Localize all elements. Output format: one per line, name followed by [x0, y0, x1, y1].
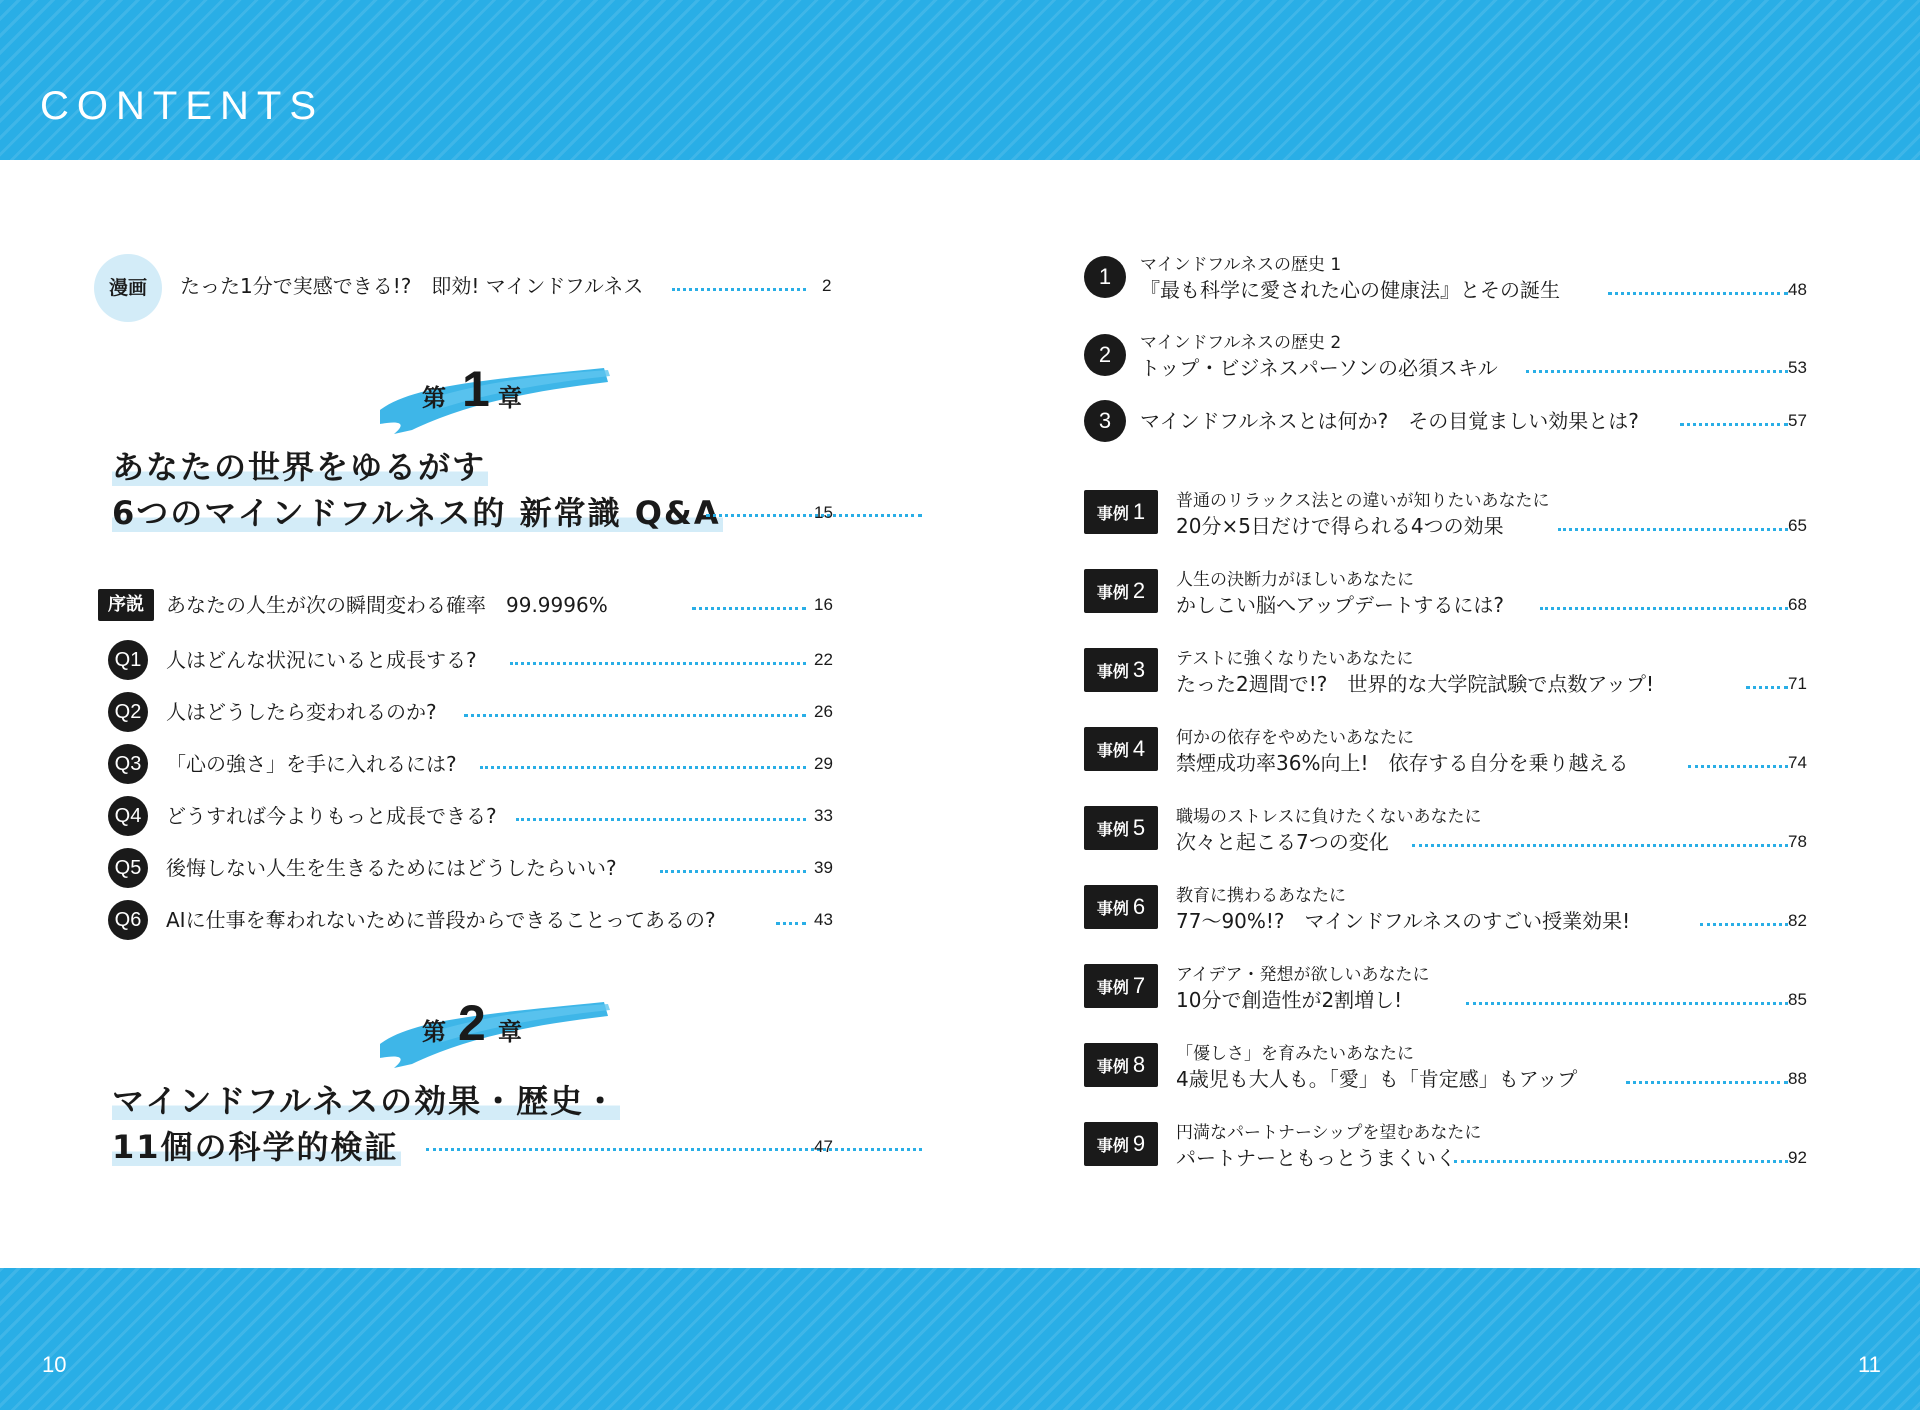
case-badge: 事例 3 — [1084, 648, 1158, 692]
chapter-sho: 章 — [498, 1018, 522, 1046]
entry-page: 39 — [814, 858, 833, 877]
leader-dots — [1626, 1081, 1788, 1084]
brush-stroke-icon — [372, 992, 612, 1072]
toc-entry-q4[interactable] — [166, 798, 832, 834]
case-badge: 事例 4 — [1084, 727, 1158, 771]
entry-title: マインドフルネスとは何か? その目覚ましい効果とは? — [1140, 409, 1639, 433]
case-badge: 事例 1 — [1084, 490, 1158, 534]
chapter-2-mark — [372, 992, 612, 1072]
leader-dots — [510, 662, 806, 665]
leader-dots — [1558, 528, 1788, 531]
entry-page: 16 — [814, 595, 833, 614]
leader-dots — [1540, 607, 1788, 610]
entry-page: 78 — [1788, 832, 1807, 851]
entry-subtitle: 「優しさ」を育みたいあなたに — [1176, 1044, 1414, 1064]
entry-subtitle: 人生の決断力がほしいあなたに — [1176, 570, 1414, 590]
entry-title: あなたの人生が次の瞬間変わる確率 99.9996% — [166, 593, 608, 617]
leader-dots — [464, 714, 806, 717]
leader-dots — [1526, 370, 1788, 373]
leader-dots — [1412, 844, 1788, 847]
entry-page: 47 — [814, 1137, 833, 1156]
toc-entry-chapter-1[interactable] — [112, 490, 832, 536]
entry-subtitle: マインドフルネスの歴史 2 — [1140, 333, 1342, 353]
toc-entry-case-1[interactable] — [1176, 508, 1810, 544]
toc-entry-history-1[interactable] — [1140, 272, 1810, 308]
entry-title: 後悔しない人生を生きるためにはどうしたらいい? — [166, 856, 617, 880]
leader-dots — [672, 288, 806, 291]
entry-page: 68 — [1788, 595, 1807, 614]
leader-dots — [660, 870, 806, 873]
entry-page: 82 — [1788, 911, 1807, 930]
chapter-number: 1 — [462, 361, 490, 417]
q-badge: Q6 — [108, 900, 148, 940]
chapter-2-title-line1: マインドフルネスの効果・歴史・ — [112, 1082, 619, 1120]
entry-title: 禁煙成功率36%向上! 依存する自分を乗り越える — [1176, 751, 1629, 775]
entry-subtitle: 円満なパートナーシップを望むあなたに — [1176, 1123, 1482, 1143]
chapter-1-mark — [372, 358, 612, 438]
entry-title: 77〜90%!? マインドフルネスのすごい授業効果! — [1176, 909, 1631, 933]
entry-page: 43 — [814, 910, 833, 929]
toc-entry-q3[interactable] — [166, 746, 832, 782]
toc-entry-q6[interactable] — [166, 902, 832, 938]
leader-dots — [776, 922, 806, 925]
entry-title: トップ・ビジネスパーソンの必須スキル — [1140, 356, 1498, 380]
contents-heading: CONTENTS — [40, 84, 324, 128]
entry-page: 22 — [814, 650, 833, 669]
leader-dots — [692, 607, 806, 610]
toc-entry-case-8[interactable] — [1176, 1061, 1810, 1097]
entry-title: パートナーともっとうまくいく — [1176, 1146, 1456, 1170]
brush-stroke-icon — [372, 358, 612, 438]
toc-entry-case-4[interactable] — [1176, 745, 1810, 781]
chapter-1-title-line2: 6つのマインドフルネス的 新常識 Q&A — [112, 494, 721, 532]
leader-dots — [480, 766, 806, 769]
leader-dots — [1680, 423, 1788, 426]
entry-subtitle: 職場のストレスに負けたくないあなたに — [1176, 807, 1482, 827]
entry-page: 15 — [814, 503, 833, 522]
history-number-badge: 2 — [1084, 334, 1126, 376]
entry-title: 10分で創造性が2割増し! — [1176, 988, 1403, 1012]
entry-title: 『最も科学に愛された心の健康法』とその誕生 — [1140, 278, 1560, 302]
case-badge: 事例 2 — [1084, 569, 1158, 613]
toc-entry-case-6[interactable] — [1176, 903, 1810, 939]
toc-entry-history-3[interactable] — [1140, 403, 1810, 439]
entry-title: 「心の強さ」を手に入れるには? — [166, 752, 457, 776]
entry-title: かしこい脳へアップデートするには? — [1176, 593, 1505, 617]
entry-page: 88 — [1788, 1069, 1807, 1088]
entry-title: 人はどんな状況にいると成長する? — [166, 648, 477, 672]
case-badge: 事例 6 — [1084, 885, 1158, 929]
entry-subtitle: 教育に携わるあなたに — [1176, 886, 1346, 906]
leader-dots — [1454, 1160, 1788, 1163]
entry-title: AIに仕事を奪われないために普段からできることってあるの? — [166, 908, 716, 932]
chapter-dai: 第 — [422, 1018, 446, 1046]
entry-title: どうすれば今よりもっと成長できる? — [166, 804, 497, 828]
leader-dots — [426, 1148, 922, 1151]
case-badge: 事例 8 — [1084, 1043, 1158, 1087]
history-number-badge: 3 — [1084, 400, 1126, 442]
entry-title: 4歳児も大人も。「愛」も「肯定感」もアップ — [1176, 1067, 1578, 1091]
left-page-number: 10 — [42, 1352, 67, 1377]
leader-dots — [1688, 765, 1788, 768]
toc-entry-intro[interactable] — [166, 587, 832, 623]
right-page-number: 11 — [1858, 1352, 1881, 1377]
toc-entry-q2[interactable] — [166, 694, 832, 730]
chapter-number: 2 — [458, 995, 486, 1051]
entry-page: 85 — [1788, 990, 1807, 1009]
q-badge: Q3 — [108, 744, 148, 784]
leader-dots — [1746, 686, 1788, 689]
entry-title: 人はどうしたら変われるのか? — [166, 700, 437, 724]
leader-dots — [1608, 292, 1788, 295]
entry-page: 57 — [1788, 411, 1807, 430]
entry-title: たった2週間で!? 世界的な大学院試験で点数アップ! — [1176, 672, 1654, 696]
manga-badge: 漫画 — [94, 254, 162, 322]
entry-page: 92 — [1788, 1148, 1807, 1167]
entry-page: 74 — [1788, 753, 1807, 772]
toc-entry-case-3[interactable] — [1176, 666, 1810, 702]
q-badge: Q1 — [108, 640, 148, 680]
chapter-dai: 第 — [422, 384, 446, 412]
q-badge: Q5 — [108, 848, 148, 888]
entry-subtitle: マインドフルネスの歴史 1 — [1140, 255, 1342, 275]
entry-page: 71 — [1788, 674, 1807, 693]
history-number-badge: 1 — [1084, 256, 1126, 298]
q-badge: Q4 — [108, 796, 148, 836]
toc-entry-case-5[interactable] — [1176, 824, 1810, 860]
case-badge: 事例 9 — [1084, 1122, 1158, 1166]
toc-entry-case-7[interactable] — [1176, 982, 1810, 1018]
entry-page: 53 — [1788, 358, 1807, 377]
toc-entry-history-2[interactable] — [1140, 350, 1810, 386]
chapter-2-title-line2: 11個の科学的検証 — [112, 1128, 399, 1166]
entry-page: 26 — [814, 702, 833, 721]
case-badge: 事例 7 — [1084, 964, 1158, 1008]
toc-entry-case-9[interactable] — [1176, 1140, 1810, 1176]
toc-entry-manga[interactable] — [180, 268, 832, 304]
entry-page: 48 — [1788, 280, 1807, 299]
entry-page: 2 — [822, 276, 832, 295]
entry-page: 33 — [814, 806, 833, 825]
entry-subtitle: 何かの依存をやめたいあなたに — [1176, 728, 1414, 748]
entry-subtitle: アイデア・発想が欲しいあなたに — [1176, 965, 1430, 985]
entry-title: 20分×5日だけで得られる4つの効果 — [1176, 514, 1504, 538]
entry-title: たった1分で実感できる!? 即効! マインドフルネス — [180, 274, 644, 298]
footer-band — [0, 1268, 1920, 1410]
chapter-sho: 章 — [498, 384, 522, 412]
leader-dots — [1700, 923, 1788, 926]
q-badge: Q2 — [108, 692, 148, 732]
leader-dots — [1466, 1002, 1788, 1005]
entry-page: 65 — [1788, 516, 1807, 535]
header-band — [0, 0, 1920, 160]
entry-subtitle: 普通のリラックス法との違いが知りたいあなたに — [1176, 491, 1550, 511]
entry-title: 次々と起こる7つの変化 — [1176, 830, 1389, 854]
toc-entry-chapter-2[interactable] — [112, 1124, 832, 1170]
leader-dots — [516, 818, 806, 821]
toc-entry-q1[interactable] — [166, 642, 832, 678]
intro-badge: 序説 — [98, 589, 154, 621]
toc-entry-q5[interactable] — [166, 850, 832, 886]
entry-page: 29 — [814, 754, 833, 773]
chapter-1-title-line1: あなたの世界をゆるがす — [112, 448, 487, 486]
toc-entry-case-2[interactable] — [1176, 587, 1810, 623]
entry-subtitle: テストに強くなりたいあなたに — [1176, 649, 1414, 669]
case-badge: 事例 5 — [1084, 806, 1158, 850]
